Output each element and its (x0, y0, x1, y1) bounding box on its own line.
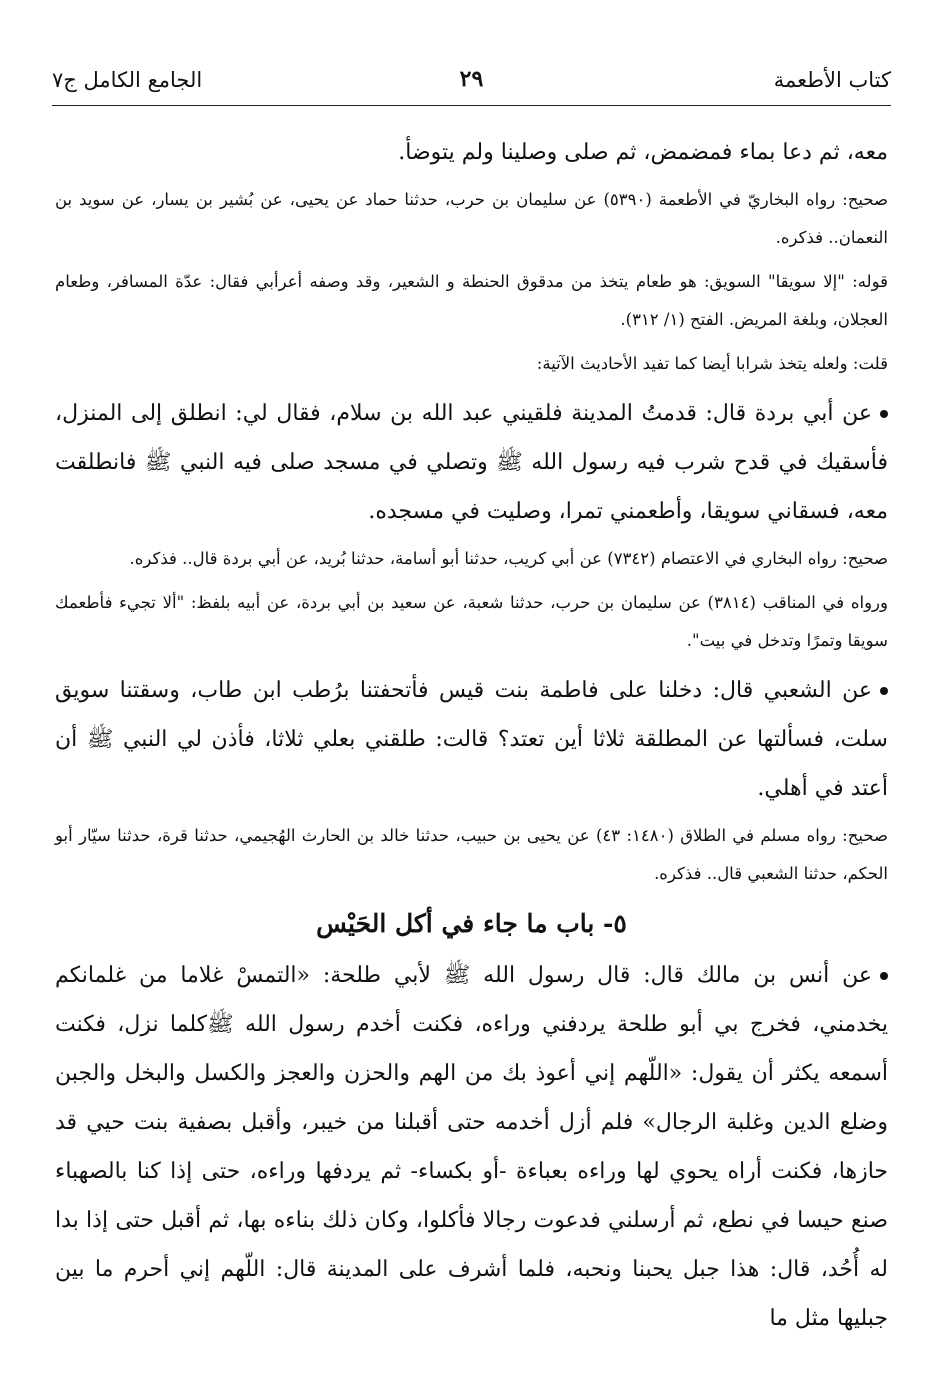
paragraph-text: صحيح: رواه مسلم في الطلاق (١٤٨٠: ٤٣) عن يحيى بن حبيب، حدثنا خالد بن الحارث الهُجيمي، حدثنا قرة، حدثنا سيّار أبو الحكم، حدثنا الشعبي قال.. فذكره. (55, 826, 888, 883)
chapter-heading (55, 899, 888, 949)
bullet-icon (880, 972, 888, 980)
paragraph-text: عن أبي بردة قال: قدمتُ المدينة فلقيني عبد الله بن سلام، فقال لي: انطلق إلى المنزل، فأسقيك في قدح شرب فيه رسول الله ﷺ وتصلي في مسجد صلى فيه النبي ﷺ فانطلقت معه، فسقاني سويقا، وأطعمني تمرا، وصليت في مسجده. (55, 401, 888, 524)
page-header (52, 62, 891, 102)
hadith-paragraph (55, 128, 888, 177)
paragraph-text: قوله: "إلا سويقا" السويق: هو طعام يتخذ من مدقوق الحنطة و الشعير، وقد وصفه أعرأبي فقال: عدّة المسافر، وطعام العجلان، وبلغة المريض. الفتح (١/ ٣١٢). (55, 272, 888, 329)
footnote-paragraph (55, 540, 888, 578)
footnote-paragraph (55, 263, 888, 339)
footnote-paragraph (55, 817, 888, 893)
hadith-paragraph (55, 666, 888, 813)
footnote-paragraph (55, 584, 888, 660)
header-divider (52, 105, 891, 106)
book-title: الجامع الكامل ج٧ (52, 68, 203, 92)
paragraph-text: ٥- باب ما جاء في أكل الحَيْس (316, 909, 627, 938)
paragraph-text: ورواه في المناقب (٣٨١٤) عن سليمان بن حرب، حدثنا شعبة، عن سعيد بن أبي بردة، عن أبيه بلفظ: "ألا تجيء فأطعمك سويقا وتمرًا وتدخل في بيت". (55, 593, 888, 650)
hadith-paragraph (55, 389, 888, 536)
footnote-paragraph (55, 181, 888, 257)
footnote-paragraph (55, 345, 888, 383)
page-number: ٢٩ (459, 66, 484, 92)
bullet-icon (880, 410, 888, 418)
book-section-title: كتاب الأطعمة (773, 68, 891, 92)
paragraph-text: صحيح: رواه البخاريّ في الأطعمة (٥٣٩٠) عن سليمان بن حرب، حدثنا حماد عن يحيى، عن بُشير بن يسار، عن سويد بن النعمان.. فذكره. (55, 190, 888, 247)
paragraph-text: عن الشعبي قال: دخلنا على فاطمة بنت قيس فأتحفتنا برُطب ابن طاب، وسقتنا سويق سلت، فسألتها عن المطلقة ثلاثا أين تعتد؟ قالت: طلقني بعلي ثلاثا، فأذن لي النبي ﷺ أن أعتد في أهلي. (55, 678, 888, 801)
paragraph-text: قلت: ولعله يتخذ شرابا أيضا كما تفيد الأحاديث الآتية: (536, 354, 888, 373)
page-body (55, 128, 888, 1347)
paragraph-text: معه، ثم دعا بماء فمضمض، ثم صلى وصلينا ولم يتوضأ. (398, 140, 888, 165)
paragraph-text: صحيح: رواه البخاري في الاعتصام (٧٣٤٢) عن أبي كريب، حدثنا أبو أسامة، حدثنا بُريد، عن أبي بردة قال.. فذكره. (129, 549, 888, 568)
hadith-paragraph (55, 951, 888, 1343)
paragraph-text: عن أنس بن مالك قال: قال رسول الله ﷺ لأبي طلحة: «التمسْ غلاما من غلمانكم يخدمني، فخرج بي أبو طلحة يردفني وراءه، فكنت أخدم رسول الله ﷺكلما نزل، فكنت أسمعه يكثر أن يقول: «اللّهم إني أعوذ بك من الهم والحزن والعجز والكسل والبخل والجبن وضلع الدين وغلبة الرجال» فلم أزل أخدمه حتى أقبلنا من خيبر، وأقبل بصفية بنت حيي قد حازها، فكنت أراه يحوي لها وراءه بعباءة -أو بكساء- ثم يردفها وراءه، حتى إذا كنا بالصهباء صنع حيسا في نطع، ثم أرسلني فدعوت رجالا فأكلوا، وكان ذلك بناءه بها، ثم أقبل حتى إذا بدا له أُحُد، قال: هذا جبل يحبنا ونحبه، فلما أشرف على المدينة قال: اللّهم إني أحرم ما بين جبليها مثل ما (55, 963, 888, 1331)
bullet-icon (880, 687, 888, 695)
